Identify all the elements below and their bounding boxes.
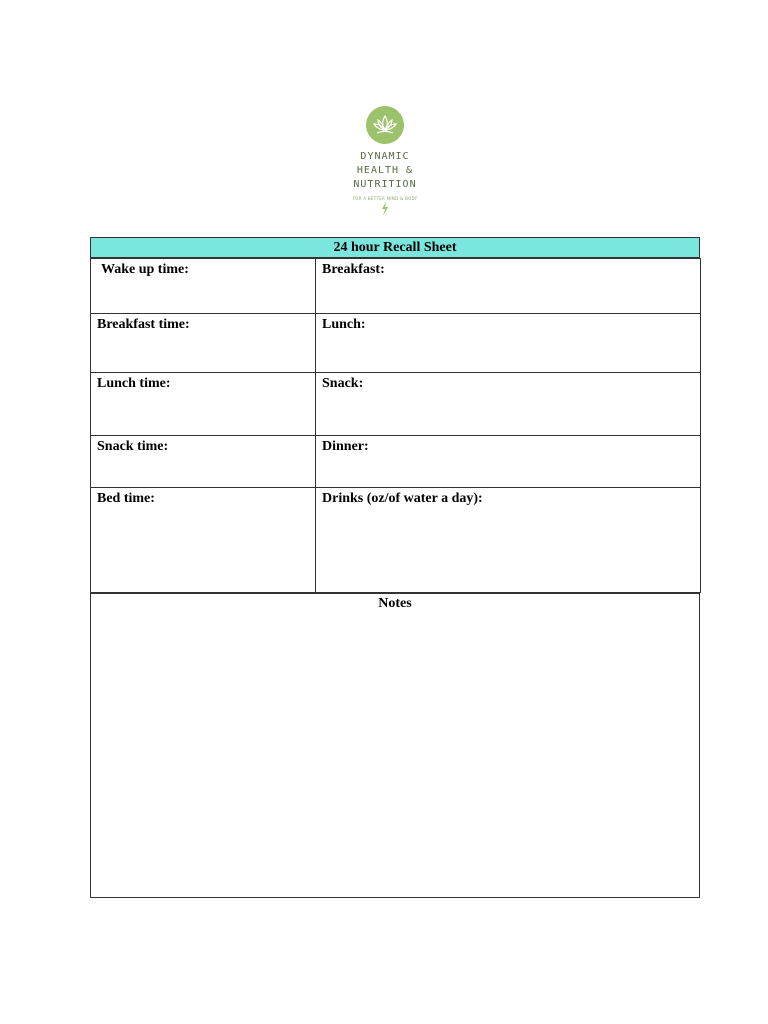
breakfast-field[interactable]: Breakfast: [316,259,701,314]
logo-text-line-1: DYNAMIC [360,151,410,162]
sheet-title: 24 hour Recall Sheet [90,237,700,258]
table-row [91,436,701,488]
logo-text-line-2: HEALTH & [356,165,414,176]
recall-sheet [90,237,700,898]
logo [340,104,430,216]
notes-box[interactable] [90,593,700,898]
logo-tagline: FOR A BETTER MIND & BODY [352,196,418,201]
table-row [91,314,701,373]
notes-label: Notes [378,596,412,611]
snack-field[interactable]: Snack: [316,373,701,436]
lotus-logo-icon [366,106,404,144]
wake-up-time-field[interactable]: Wake up time: [91,259,316,314]
drinks-field[interactable]: Drinks (oz/of water a day): [316,488,701,593]
breakfast-time-field[interactable]: Breakfast time: [91,314,316,373]
logo-text-line-3: NUTRITION [353,179,417,190]
lunch-time-field[interactable]: Lunch time: [91,373,316,436]
lightning-bolt-icon [380,202,390,216]
snack-time-field[interactable]: Snack time: [91,436,316,488]
table-row [91,488,701,593]
dinner-field[interactable]: Dinner: [316,436,701,488]
table-row [91,373,701,436]
recall-table [90,258,701,593]
bed-time-field[interactable]: Bed time: [91,488,316,593]
table-row [91,259,701,314]
lunch-field[interactable]: Lunch: [316,314,701,373]
